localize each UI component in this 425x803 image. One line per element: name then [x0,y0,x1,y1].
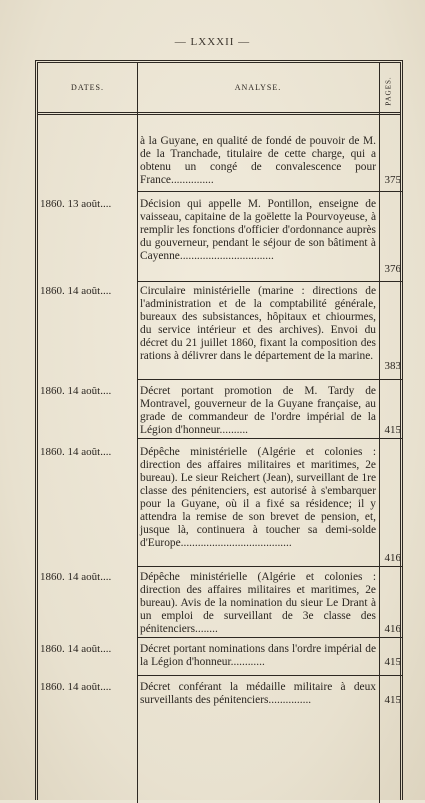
entry-date: 1860. 14 août.... [40,571,112,583]
entry-page: 416 [384,623,401,635]
entry-text: Décret portant nominations dans l'ordre impérial de la Légion d'honneur............ [140,643,376,668]
entry-page: 383 [384,360,401,372]
index-table [35,60,403,800]
entry-text: Décision qui appelle M. Pontillon, enseigne de vaisseau, capitaine de la goëlette la Pourvoyeuse, à remplir les fonctions d'officier d'ordonnance auprès du gouverneur, pendant le séjour de son bâtiment à Cayenne................................. [140,198,376,262]
entry-date: 1860. 14 août.... [40,643,112,655]
header-pages-cell [379,69,399,113]
header-analyse: ANALYSE. [234,83,282,92]
entry-date: 1860. 14 août.... [40,681,112,693]
running-head: — LXXXII — [174,36,251,48]
entry-text: Décret conférant la médaille militaire à deux surveillants des pénitenciers............... [140,681,376,706]
table-header [38,63,400,115]
entry-text: Dépêche ministérielle (Algérie et colonies : direction des affaires militaires et maritimes, 2e bureau). Le sieur Reichert (Jean), surveillant de 1re classe des pénitenciers, est autorisé à s'embarquer pour la Guyane, où il a fixé sa résidence; il y attendra la remise de son brevet de pension, et, jusque là, continuera à toucher sa demi-solde d'Europe....................................... [140,446,376,549]
header-pages: PAGES. [385,76,393,106]
header-dates: DATES. [71,83,104,92]
entry-page: 415 [384,424,401,436]
entry-page: 375 [384,174,401,186]
entry-text: Décret portant promotion de M. Tardy de Montravel, gouverneur de la Guyane française, au grade de commandeur de l'ordre impérial de la Légion d'honneur.......... [140,385,376,436]
row-divider [137,191,403,192]
row-divider [137,675,403,676]
entry-date: 1860. 14 août.... [40,446,112,458]
entry-page: 416 [384,552,401,564]
entry-page: 415 [384,656,401,668]
row-divider [137,438,403,439]
entry-page: 376 [384,263,401,275]
entry-page: 415 [384,694,401,706]
entry-text: à la Guyane, en qualité de fondé de pouvoir de M. de la Tranchade, titulaire de cette charge, qui a obtenu un congé de convalescence pour France............... [140,135,376,186]
entry-text: Circulaire ministérielle (marine : directions de l'administration et de la comptabilité générale, bureaux des subsistances, hôpitaux et chiourmes, du service intérieur et des archives). Envoi du décret du 21 juillet 1860, fixant la composition des rations à délivrer dans le département de la marine. [140,285,376,362]
row-divider [137,281,403,282]
entry-text: Dépêche ministérielle (Algérie et colonies : direction des affaires militaires et maritimes, 2e bureau). Avis de la nomination du sieur Le Drant à un emploi de surveillant de 3e classe des pénitenciers........ [140,571,376,635]
entry-date: 1860. 13 août.... [40,198,112,210]
row-divider [137,566,403,567]
entry-date: 1860. 14 août.... [40,385,112,397]
column-divider-dates [137,63,138,803]
row-divider [137,637,403,638]
entry-date: 1860. 14 août.... [40,285,112,297]
row-divider [137,379,403,380]
